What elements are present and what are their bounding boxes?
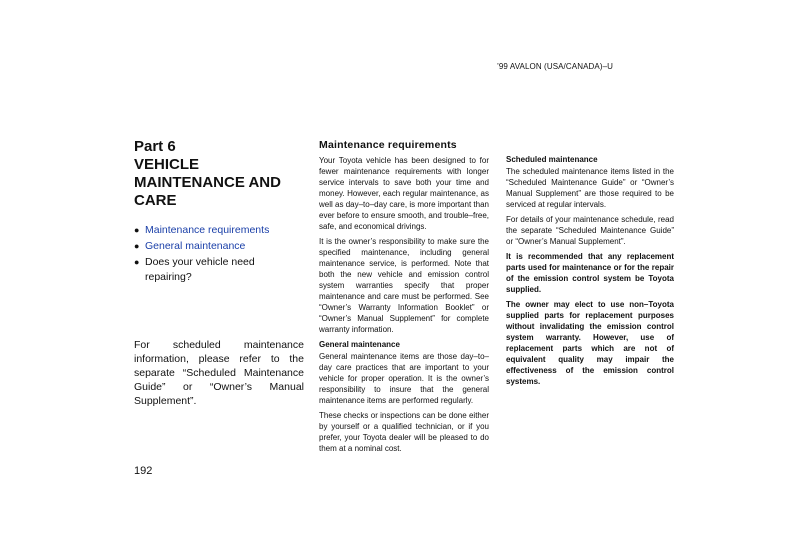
part-title-line-2: MAINTENANCE AND <box>134 174 281 191</box>
toc-item-general-maintenance[interactable] <box>134 239 304 254</box>
part-title-line-1: VEHICLE <box>134 156 200 173</box>
page-number: 192 <box>134 465 153 477</box>
paragraph: It is the owner’s responsibility to make sure the specified maintenance, including general maintenance service, is performed. Note that both the new vehicle and emission control system warranties specify that proper maintenance and care must be performed. See “Owner’s Warranty Information Booklet” or “Owner’s Manual Supplement” for complete warranty information. <box>319 237 489 334</box>
section-heading: Maintenance requirements <box>319 139 457 151</box>
maintenance-requirements-section <box>319 139 489 458</box>
bullet-icon: ● <box>134 257 140 267</box>
scheduled-maintenance-note: For scheduled maintenance information, please refer to the separate “Scheduled Maintenance Guide” or “Owner’s Manual Supplement”. <box>134 339 304 407</box>
paragraph: These checks or inspections can be done either by yourself or a qualified technician, or if you prefer, your Toyota dealer will be pleased to do them at a nominal cost. <box>319 411 489 453</box>
paragraph: Your Toyota vehicle has been designed to for fewer maintenance requirements with longer service intervals to save both your time and money. However, each regular maintenance, as well as day–to–day care, is more important than ever before to ensure smooth, and trouble–free, safe, and economical drivings. <box>319 156 489 231</box>
toc-item-repairing <box>134 255 304 285</box>
part-title-line-3: CARE <box>134 192 177 209</box>
toc-item-label: General maintenance <box>145 240 246 252</box>
paragraph: General maintenance items are those day–to–day care practices that are important to your vehicle for proper operation. It is the owner’s responsibility to insure that the general maintenance items are performed regularly. <box>319 352 489 405</box>
sub-heading-scheduled-maintenance: Scheduled maintenance <box>506 155 598 164</box>
toc-item-label: Does your vehicle need repairing? <box>145 256 255 283</box>
toc-item-label: Maintenance requirements <box>145 224 270 236</box>
part-intro <box>134 138 304 286</box>
paragraph: For details of your maintenance schedule, read the separate “Scheduled Maintenance Guide” or “Owner’s Manual Supplement”. <box>506 215 674 246</box>
header-model-code: ’99 AVALON (USA/CANADA)–U <box>497 62 614 71</box>
bullet-icon: ● <box>134 225 140 235</box>
toc-item-maintenance-requirements[interactable] <box>134 223 304 238</box>
paragraph: The scheduled maintenance items listed in the “Scheduled Maintenance Guide” or “Owner’s Manual Supplement” are those required to be serviced at regular intervals. <box>506 167 674 209</box>
bullet-icon: ● <box>134 241 140 251</box>
paragraph-emphasis: The owner may elect to use non–Toyota supplied parts for replacement purposes without invalidating the emission control system warranty. However, use of replacement parts which are not of equivalent quality may impair the effectiveness of the emission control systems. <box>506 300 674 386</box>
table-of-contents <box>134 223 304 285</box>
scheduled-maintenance-section <box>506 154 674 391</box>
sub-heading-general-maintenance: General maintenance <box>319 340 400 349</box>
part-label: Part 6 <box>134 138 176 155</box>
paragraph-emphasis: It is recommended that any replacement parts used for maintenance or for the repair of the emission control system be Toyota supplied. <box>506 252 674 294</box>
